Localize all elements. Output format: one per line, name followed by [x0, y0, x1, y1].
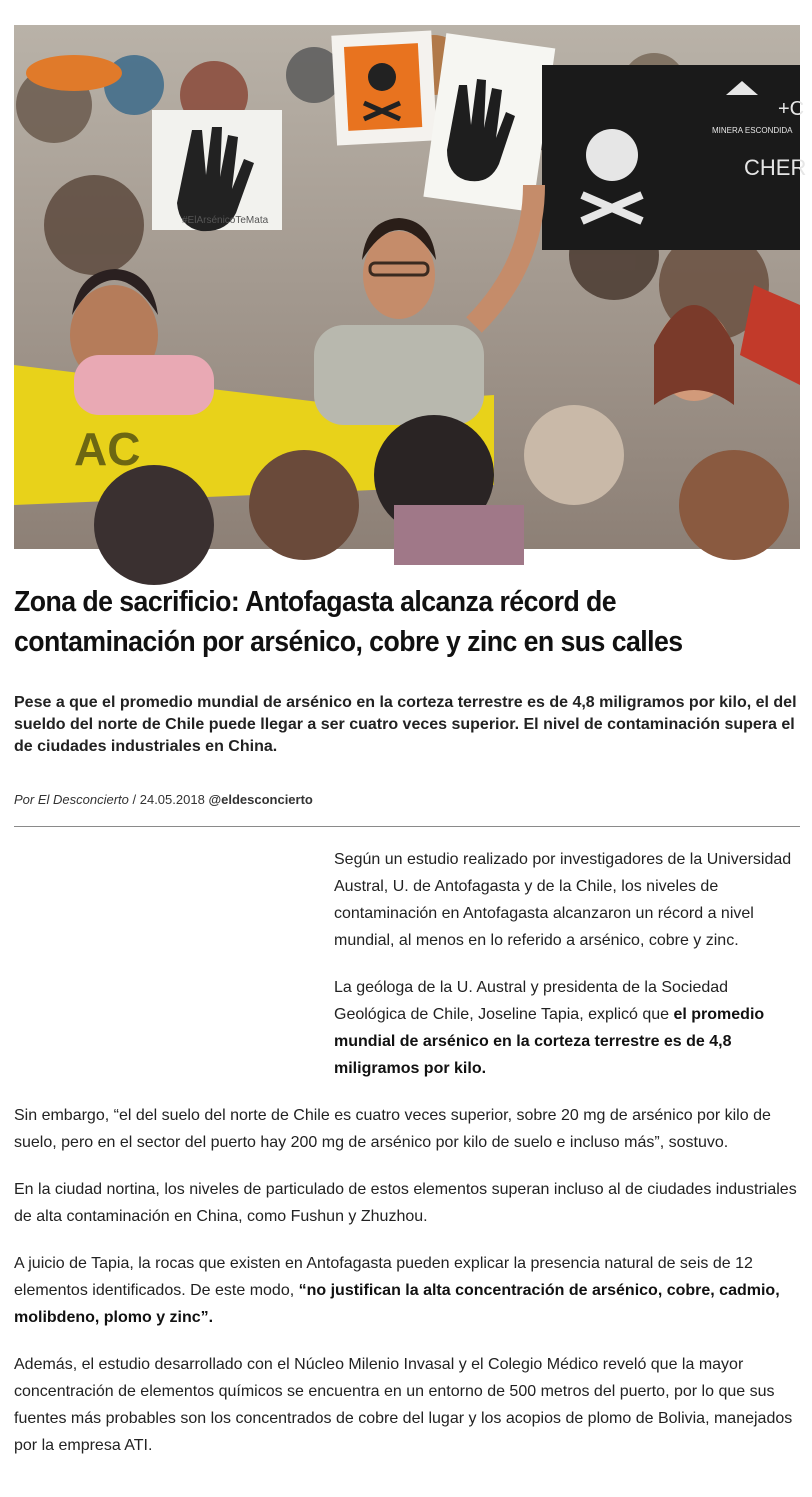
paragraph-4: En la ciudad nortina, los niveles de particulado de estos elementos superan incluso al de ciudades industriales de alta contaminación en China, como Fushun y Zhuzhou. [14, 1181, 797, 1225]
byline-separator: / [128, 792, 140, 807]
svg-text:#ElArsénicoTeMata: #ElArsénicoTeMata [182, 215, 269, 226]
paragraph-5-bold: “no justifican la alta concentración de arsénico, cobre, cadmio, molibdeno, plomo y zinc”. [14, 1282, 780, 1326]
svg-text:MINERA ESCONDIDA: MINERA ESCONDIDA [712, 126, 793, 135]
byline-author[interactable]: Por El Desconcierto [14, 792, 129, 807]
black-banner [542, 65, 806, 250]
hazard-sign [331, 30, 449, 148]
hero-image [14, 25, 807, 549]
byline-date: 24.05.2018 [139, 792, 205, 807]
article-lead: Pese a que el promedio mundial de arsénico en la corteza terrestre es de 4,8 miligramos por kilo, el del sueldo del norte de Chile puede llegar a ser cuatro veces superior. El nivel de contaminación supera el de ciudades industriales en China. [14, 694, 797, 755]
byline [14, 792, 313, 807]
paragraph-6: Además, el estudio desarrollado con el Núcleo Milenio Invasal y el Colegio Médico reveló que la mayor concentración de elementos químicos se encuentra en un entorno de 500 metros del puerto, por lo que sus fuentes más probables son los concentrados de cobre del lugar y los acopios de plomo de Bolivia, manejados por la empresa ATI. [14, 1356, 793, 1454]
svg-text:+C: +C [778, 98, 805, 120]
ad-space [14, 846, 334, 1078]
paragraph-2-bold: el promedio mundial de arsénico en la corteza terrestre es de 4,8 miligramos por kilo. [334, 1006, 765, 1077]
paragraph-5 [14, 1250, 800, 1331]
paragraph-3: Sin embargo, “el del suelo del norte de Chile es cuatro veces superior, sobre 20 mg de arsénico por kilo de suelo, pero en el sector del puerto hay 200 mg de arsénico por kilo de suelo e incluso más”, sostuvo. [14, 1107, 771, 1151]
article-body [14, 846, 800, 1479]
paragraph-5-text: A juicio de Tapia, la rocas que existen en Antofagasta pueden explicar la presencia natural de seis de 12 elementos identificados. De este modo, [14, 1255, 753, 1299]
paragraph-2-text: La geóloga de la U. Austral y presidenta de la Sociedad Geológica de Chile, Joseline Tapia, explicó que [334, 979, 729, 1023]
divider [14, 826, 800, 827]
svg-text:CHER: CHER [744, 155, 807, 180]
paragraph-1: Según un estudio realizado por investigadores de la Universidad Austral, U. de Antofagasta y de la Chile, los niveles de contaminación en Antofagasta alcanzaron un récord a nivel mundial, al menos en lo referido a arsénico, cobre y zinc. [334, 851, 792, 949]
svg-text:AC: AC [74, 423, 141, 475]
byline-twitter-handle[interactable]: @eldesconcierto [208, 792, 313, 807]
article-headline: Zona de sacrificio: Antofagasta alcanza récord de contaminación por arsénico, cobre y zinc en sus calles [14, 586, 683, 658]
protest-sign-left [152, 110, 282, 231]
